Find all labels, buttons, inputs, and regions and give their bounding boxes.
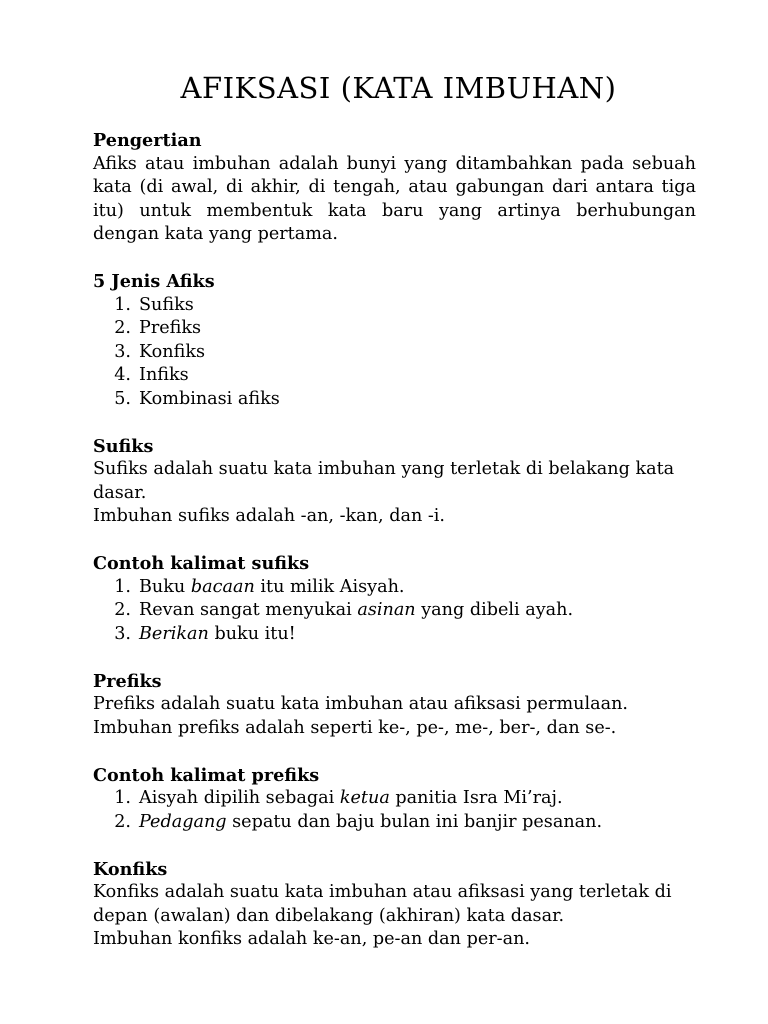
list-item: 4. Infiks xyxy=(114,365,189,385)
paragraph: Sufiks adalah suatu kata imbuhan yang terletak di belakang kata dasar. xyxy=(93,459,675,503)
paragraph: Afiks atau imbuhan adalah bunyi yang ditambahkan pada sebuah kata (di awal, di akhir, di tengah, atau gabungan dari antara tiga itu) untuk membentuk kata baru yang artinya berhubungan dengan kata yang pertama. xyxy=(93,153,696,244)
paragraph: Imbuhan konfiks adalah ke-an, pe-an dan per-an. xyxy=(93,929,531,949)
list-item: 2. Prefiks xyxy=(114,318,202,338)
paragraph: Imbuhan sufiks adalah -an, -kan, dan -i. xyxy=(93,506,446,526)
paragraph: Prefiks adalah suatu kata imbuhan atau afiksasi permulaan. xyxy=(93,694,629,714)
section-contoh-sufiks xyxy=(93,552,696,646)
section-heading: Prefiks xyxy=(93,670,162,692)
section-heading: Sufiks xyxy=(93,435,154,457)
document-body xyxy=(93,129,696,952)
numbered-list xyxy=(93,576,696,647)
section-heading: Contoh kalimat prefiks xyxy=(93,764,320,786)
section-pengertian xyxy=(93,129,696,247)
paragraph: Konfiks adalah suatu kata imbuhan atau afiksasi yang terletak di depan (awalan) dan dibelakang (akhiran) kata dasar. xyxy=(93,882,672,926)
list-item: 2. Revan sangat menyukai asinan yang dibeli ayah. xyxy=(114,600,574,620)
paragraph: Imbuhan prefiks adalah seperti ke-, pe-, me-, ber-, dan se-. xyxy=(93,717,617,738)
section-heading: Contoh kalimat sufiks xyxy=(93,553,310,574)
section-prefiks xyxy=(93,670,696,741)
list-item: 2. Pedagang sepatu dan baju bulan ini banjir pesanan. xyxy=(114,811,603,832)
list-item: 1. Buku bacaan itu milik Aisyah. xyxy=(114,576,405,597)
section-heading: Konfiks xyxy=(93,858,168,880)
section-contoh-prefiks xyxy=(93,764,696,835)
numbered-list xyxy=(93,294,696,412)
list-item: 3. Berikan buku itu! xyxy=(114,623,296,644)
section-konfiks xyxy=(93,858,696,952)
document-title: AFIKSASI (KATA IMBUHAN) xyxy=(180,71,617,105)
list-item: 1. Sufiks xyxy=(114,294,194,315)
section-sufiks xyxy=(93,435,696,529)
list-item: 3. Konfiks xyxy=(114,341,206,362)
section-heading: 5 Jenis Afiks xyxy=(93,271,215,292)
numbered-list xyxy=(93,787,696,834)
list-item: 5. Kombinasi afiks xyxy=(114,388,280,409)
list-item: 1. Aisyah dipilih sebagai ketua panitia Isra Mi’raj. xyxy=(114,788,563,808)
section-jenis-afiks xyxy=(93,270,696,411)
section-heading: Pengertian xyxy=(93,130,202,151)
